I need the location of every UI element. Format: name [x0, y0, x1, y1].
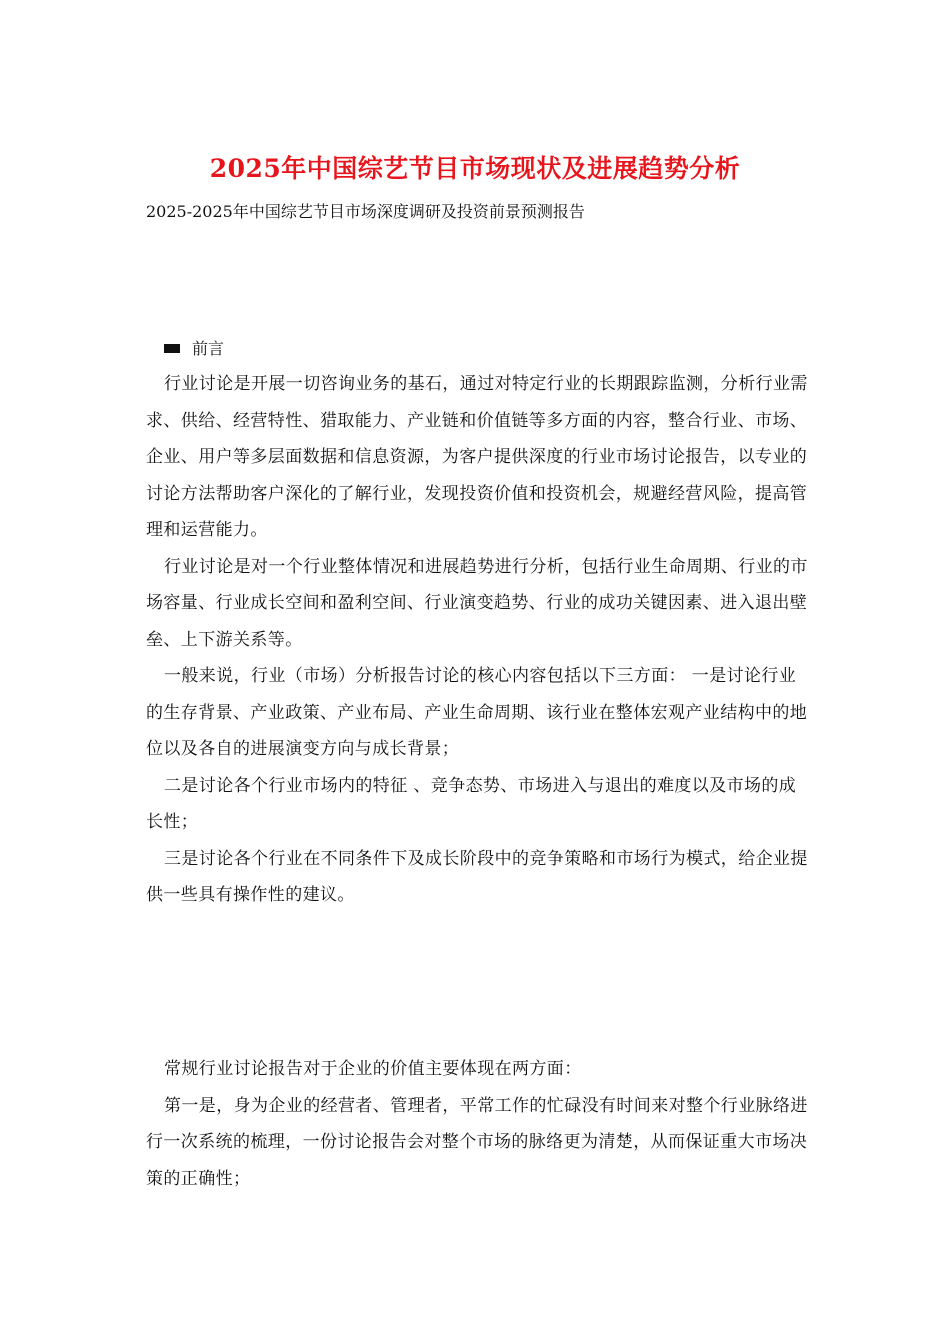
paragraph: 行业讨论是开展一切咨询业务的基石，通过对特定行业的长期跟踪监测，分析行业需求、供给、经营特性、猎取能力、产业链和价值链等多方面的内容，整合行业、市场、企业、用户等多层面数据和信息资源，为客户提供深度的行业市场讨论报告，以专业的讨论方法帮助客户深化的了解行业，发现投资价值和投资机会，规避经营风险，提高管理和运营能力。 [146, 374, 808, 540]
paragraph: 一般来说，行业（市场）分析报告讨论的核心内容包括以下三方面： 一是讨论行业的生存背景、产业政策、产业布局、产业生命周期、该行业在整体宏观产业结构中的地位以及各自的进展演变方向与成长背景； [146, 666, 808, 759]
paragraph: 二是讨论各个行业市场内的特征 、竞争态势、市场进入与退出的难度以及市场的成长性； [146, 775, 797, 832]
section-heading [164, 338, 224, 360]
value-body [146, 1051, 810, 1197]
document-title: 2025年中国综艺节目市场现状及进展趋势分析 [209, 154, 741, 183]
paragraph: 行业讨论是对一个行业整体情况和进展趋势进行分析，包括行业生命周期、行业的市场容量、行业成长空间和盈利空间、行业演变趋势、行业的成功关键因素、进入退出壁垒、上下游关系等。 [146, 556, 808, 650]
paragraph: 第一是，身为企业的经营者、管理者，平常工作的忙碌没有时间来对整个行业脉络进行一次系统的梳理，一份讨论报告会对整个市场的脉络更为清楚，从而保证重大市场决策的正确性； [146, 1095, 808, 1189]
paragraph: 三是讨论各个行业在不同条件下及成长阶段中的竞争策略和市场行为模式，给企业提供一些具有操作性的建议。 [146, 848, 808, 905]
section-heading-label: 前言 [192, 339, 225, 358]
document-subtitle: 2025-2025年中国综艺节目市场深度调研及投资前景预测报告 [146, 202, 585, 221]
square-bullet-icon [164, 344, 180, 353]
paragraph: 常规行业讨论报告对于企业的价值主要体现在两方面： [164, 1059, 582, 1079]
preface-body [146, 366, 810, 914]
